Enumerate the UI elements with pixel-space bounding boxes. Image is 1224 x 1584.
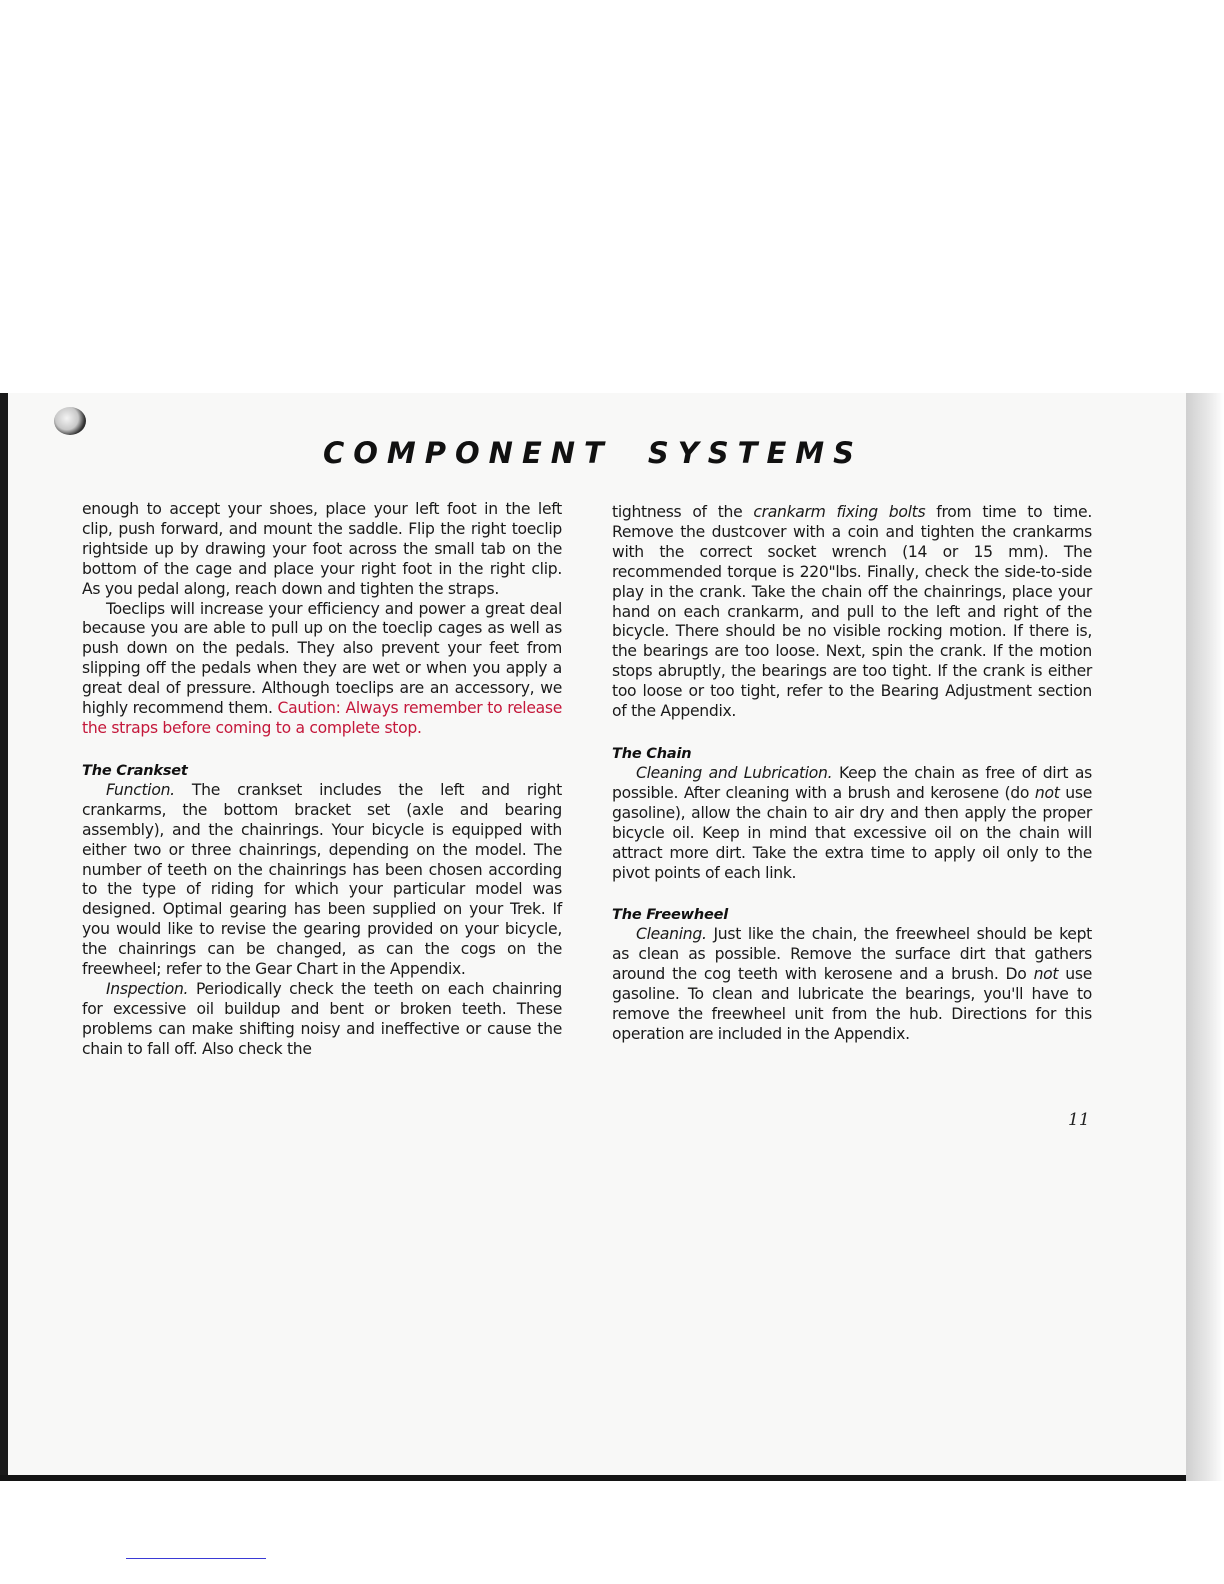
paragraph xyxy=(82,500,562,600)
left-column xyxy=(82,500,562,1060)
paragraph xyxy=(612,764,1092,883)
paragraph xyxy=(612,925,1092,1044)
paragraph-text: Keep the chain as free of dirt as possible. After cleaning with a brush and kerosene (do xyxy=(612,763,1092,802)
page-title: COMPONENT SYSTEMS xyxy=(322,436,864,470)
section-heading-freewheel: The Freewheel xyxy=(612,907,728,924)
runin-label: Cleaning. xyxy=(636,925,707,944)
paragraph-text: Just like the chain, the freewheel should be kept as clean as possible. Remove the surface dirt that gathers around the cog teeth with kerosene and a brush. Do xyxy=(612,925,1092,984)
paragraph-text: enough to accept your shoes, place your left foot in the left clip, push forward, and mount the saddle. Flip the right toeclip rightside up by drawing your foot across the small tab on the bottom of the cage and place your right foot in the right clip. As you pedal along, reach down and tighten the straps. xyxy=(82,500,562,598)
emphasis-text: crankarm fixing bolts xyxy=(753,503,926,521)
paragraph-text: Toeclips will increase your efficiency and power a great deal because you are able to pull up on the toeclip cages as well as push down on the pedals. They also prevent your feet from slipping off the pedals when they are wet or when you apply a great deal of pressure. Although toeclips are an accessory, we highly recommend them. xyxy=(82,599,562,718)
paragraph-text: tightness of the xyxy=(612,503,743,521)
page-edge-shadow xyxy=(1186,393,1224,1481)
paragraph xyxy=(82,781,562,980)
paragraph xyxy=(82,600,562,739)
caution-note: Caution: Always remember to release the straps before coming to a complete stop. xyxy=(82,699,562,737)
paragraph-text: from time to time. Remove the dustcover with a coin and tighten the crankarms with the correct socket wrench (14 or 15 mm). The recommended torque is 220"lbs. Finally, check the side-to-side play in the crank. Take the chain off the chainrings, place your hand on each crankarm, and pull to the left and right of the bicycle. There should be no visible rocking motion. If there is, the bearings are too loose. Next, spin the crank. If the motion stops abruptly, the bearings are too tight. If the crank is either too loose or too tight, refer to the Bearing Adjustment section of the Appendix. xyxy=(612,503,1092,721)
runin-label: Cleaning and Lubrication. xyxy=(636,763,833,782)
emphasis-text: not xyxy=(1033,965,1059,984)
section-heading-crankset: The Crankset xyxy=(82,762,188,779)
paragraph-text: Periodically check the teeth on each chainring for excessive oil buildup and bent or broken teeth. These problems can make shifting noisy and ineffective or cause the chain to fall off. Also check the xyxy=(82,979,562,1058)
emphasis-text: not xyxy=(1034,783,1060,802)
paragraph-text: use gasoline), allow the chain to air dry and then apply the proper bicycle oil. Keep in mind that excessive oil on the chain will attract more dirt. Take the extra time to apply oil only to the pivot points of each link. xyxy=(612,783,1092,882)
paragraph xyxy=(612,503,1092,722)
paragraph-text: The crankset includes the left and right crankarms, the bottom bracket set (axle and bearing assembly), and the chainrings. Your bicycle is equipped with either two or three chainrings, depending on the model. The number of teeth on the chainrings has been chosen according to the type of riding for which your particular model was designed. Optimal gearing has been supplied on your Trek. If you would like to revise the gearing provided on your bicycle, the chainrings can be changed, as can the cogs on the freewheel; refer to the Gear Chart in the Appendix. xyxy=(82,780,562,979)
footer-rule xyxy=(126,1558,266,1559)
paragraph xyxy=(82,980,562,1060)
runin-label: Inspection. xyxy=(106,979,189,998)
paragraph-text: use gasoline. To clean and lubricate the bearings, you'll have to remove the freewheel unit from the hub. Directions for this operation are included in the Appendix. xyxy=(612,965,1092,1043)
binder-hole-icon xyxy=(54,407,86,435)
runin-label: Function. xyxy=(106,780,175,799)
section-heading-chain: The Chain xyxy=(612,745,692,762)
page-number: 11 xyxy=(1068,1110,1090,1130)
right-column xyxy=(612,503,1092,1045)
